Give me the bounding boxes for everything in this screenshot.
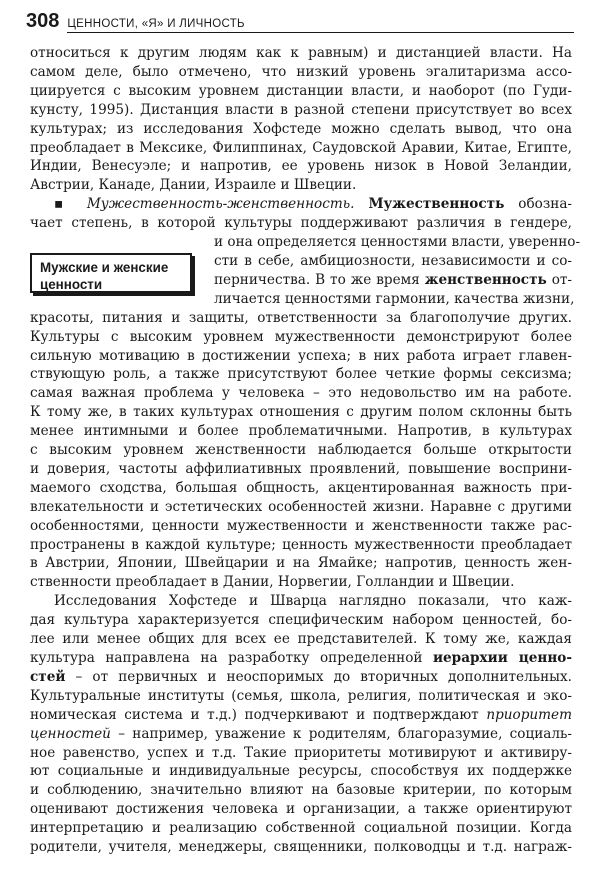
sidebar-box-line: Мужские и женские [40,260,169,275]
text-line: с высоким уровнем женственности наблюдается больше открытости [30,442,572,459]
sidebar-box-line: ценности [40,277,103,292]
text-line: дая культура характеризуется специфическим набором ценностей, бо- [30,612,572,629]
text-line: Исследования Хофстеде и Шварца наглядно показали, что каж- [54,593,572,610]
text-line: ствующую роль, а также присутствуют более четкие формы сексизма; [30,366,572,383]
text-line: оценивают достижения человека и организации, а также ориентируют [30,801,572,818]
text-line: самая важная проблема у человека – это недовольство им на работе. [30,385,572,402]
text-line: ственности преобладает в Дании, Норвегии, Голландии и Швеции. [30,574,515,591]
text-line: родители, учителя, менеджеры, священники, полководцы и т.д. награж- [30,839,572,856]
text-fragment: перничества. В то же время [214,271,420,288]
text-line: Австрии, Канаде, Дании, Израиле и Швеции. [30,177,357,194]
text-line: в Австрии, Японии, Швейцарии и на Ямайке; напротив, ценность жен- [30,555,572,572]
text-line: сти в себе, амбициозности, независимости и со- [214,252,572,269]
text-line: влекательности и эстетических особенностей жизни. Наравне с другими [30,498,572,515]
text-line: личается ценностями гармонии, качества жизни, [214,290,575,307]
page-header [26,10,574,40]
text-line: и она определяется ценностями власти, уверенно- [214,234,581,251]
term-bold: стей [30,668,66,685]
page-number: 308 [26,10,60,32]
text-line [214,271,572,290]
text-fragment: обозна- [518,196,573,213]
text-line: кунсту, 1995). Дистанция власти в разной степени присутствует во всех [30,101,572,118]
text-line: относиться к другим людям как к равным) и дистанцией власти. На [30,45,572,61]
text-line: ют социальные и индивидуальные ресурсы, способствуя их поддержке [30,763,572,780]
running-title: ЦЕННОСТИ, «Я» И ЛИЧНОСТЬ [67,18,574,33]
text-line: интерпретацию и реализацию собственной социальной позиции. Когда [30,820,572,837]
text-line: чает степень, в которой культуры поддерживают различия в гендере, [30,215,572,232]
text-line: Индии, Венесуэле; и напротив, ее уровень низок в Новой Зеландии, [30,158,572,175]
text-line: культурах; из исследования Хофстеде можно сделать вывод, что она [30,120,572,137]
sidebar-box [30,253,192,293]
term-bold: иерархии ценно- [432,650,572,666]
text-fragment: культура направлена на разработку определенной [30,650,423,666]
term-italic: Мужественность-женственность. [86,196,355,213]
term-bold: женственность [424,271,547,288]
term-italic: приоритет [486,706,572,723]
body-text [30,44,581,857]
text-line: сильную мотивацию в достижении успеха; в них работа играет главен- [30,347,572,364]
text-line [30,725,572,744]
text-fragment: от- [551,271,572,288]
term-italic: ценностей [30,725,111,742]
text-line: пространены в каждой культуре; ценность мужественности преобладает [30,536,572,553]
text-line: Культуры с высоким уровнем мужественности демонстрируют более [30,328,572,345]
bullet-icon: ▪ [54,196,73,213]
text-line [30,668,572,687]
text-line: красоты, питания и защиты, ответственности за благополучие других. [30,309,572,326]
text-line: менее интимными и более проблематичными. Напротив, в культурах [30,423,572,440]
text-line: самом деле, было отмечено, что низкий уровень эгалитаризма ассо- [30,63,572,80]
text-line [30,649,572,668]
text-line [30,706,572,725]
text-line: маемого сходства, большая общность, акцентированная важность при- [30,479,572,496]
text-line [30,195,572,214]
text-line: лее или менее общих для всех ее представителей. К тому же, каждая [30,631,572,648]
text-fragment: – например, уважение к родителям, благоразумие, социаль- [118,725,572,742]
text-line: циируется с высоким уровнем дистанции власти, и наоборот (по Гуди- [30,82,572,99]
text-fragment: номическая система и т.д.) подчеркивают и подтверждают [30,706,479,723]
text-line: К тому же, в таких культурах отношения с другим полом склонны быть [30,404,572,421]
text-line: ное равенство, успех и т.д. Такие приоритеты мотивируют и активиру- [30,744,572,761]
text-fragment: – от первичных и неоспоримых до вторичных дополнительных. [75,668,572,685]
text-line: особенностями, ценности мужественности и женственности также рас- [30,517,572,534]
text-line: и доверия, частоты аффилиативных проявлений, повышение восприни- [30,460,572,477]
text-line: Культуральные институты (семья, школа, религия, политическая и эко- [30,687,572,704]
term-bold: Мужественность [368,196,505,213]
text-line: преобладает в Мексике, Филиппинах, Саудовской Аравии, Китае, Египте, [30,139,572,156]
text-line: и соблюдению, значительно влияют на базовые критерии, по которым [30,782,572,799]
